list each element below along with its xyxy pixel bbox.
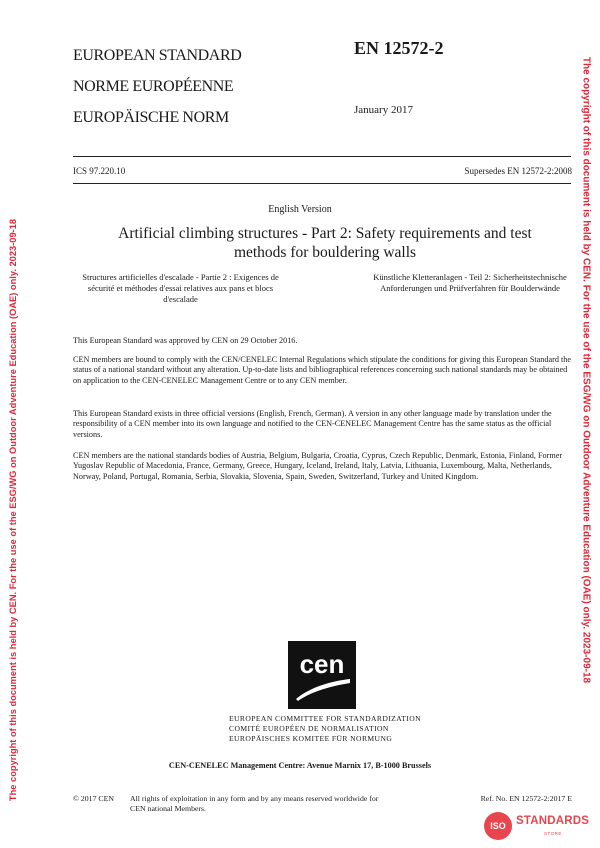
- members-paragraph: CEN members are the national standards bodies of Austria, Belgium, Bulgaria, Croatia, Cyprus, Czech Republic, Denmark, Estonia, Finland, Former Yugoslav Republic of Macedonia, France, Germany, Greece, Hungary, Iceland, Ireland, Italy, Latvia, Lithuania, Luxembourg, Malta, Netherlands, Norway, Poland, Portugal, Romania, Serbia, Slovakia, Slovenia, Spain, Sweden, Switzerland, Turkey and United Kingdom.: [73, 451, 563, 481]
- subtitle-french: Structures artificielles d'escalade - Partie 2 : Exigences de sécurité et méthodes d'essai relatives aux pans et blocs d'escalade: [82, 272, 279, 304]
- copyright-notice: © 2017 CEN: [73, 794, 115, 803]
- standard-name-de: EUROPÄISCHE NORM: [73, 109, 229, 126]
- management-centre: CEN-CENELEC Management Centre: Avenue Marnix 17, B-1000 Brussels: [168, 761, 432, 770]
- versions-paragraph: This European Standard exists in three official versions (English, French, German). A version in any other language made by translation under the responsibility of a CEN member into its own language and notified to the CEN-CENELEC Management Centre has the same status as the official versions.: [73, 409, 552, 439]
- language-version: English Version: [268, 204, 332, 215]
- standard-name-fr: NORME EUROPÉENNE: [73, 78, 234, 95]
- committee-de: EUROPÄISCHES KOMITEE FÜR NORMUNG: [229, 734, 393, 743]
- standard-designations: [73, 40, 241, 133]
- divider-bottom: [73, 183, 571, 184]
- committee-names: [229, 714, 421, 744]
- approval-paragraph: This European Standard was approved by CEN on 29 October 2016.: [73, 336, 298, 345]
- standard-name-en: EUROPEAN STANDARD: [73, 47, 242, 64]
- document-title: Artificial climbing structures - Part 2: Safety requirements and test methods for bouldering walls: [118, 225, 532, 261]
- divider-top: [73, 156, 571, 157]
- compliance-paragraph: CEN members are bound to comply with the CEN/CENELEC Internal Regulations which stipulate the conditions for giving this European Standard the status of a national standard without any alteration. Up-to-date lists and bibliographical references concerning such national standards may be obtained on application to the CEN-CENELEC Management Centre or to any CEN member.: [73, 355, 571, 385]
- iso-logo-icon: ISO: [484, 812, 512, 840]
- reference-number: Ref. No. EN 12572-2:2017 E: [480, 794, 572, 803]
- committee-fr: COMITÉ EUROPÉEN DE NORMALISATION: [229, 724, 389, 733]
- cen-logo-text: cen: [299, 649, 345, 679]
- ics-code: ICS 97.220.10: [73, 166, 126, 176]
- cen-logo-graphic: [288, 641, 356, 709]
- subtitle-german: Künstliche Kletteranlagen - Teil 2: Sicherheitstechnische Anforderungen und Prüfverfahren für Boulderwände: [373, 272, 567, 293]
- iso-standards-badge: [484, 812, 594, 844]
- standard-number: EN 12572-2: [354, 38, 444, 58]
- watermark-left-text: The copyright of this document is held by CEN. For the use of the ESG/WG on Outdoor Adventure Education (OAE) only. 2023-09-18: [8, 218, 18, 802]
- rights-notice: All rights of exploitation in any form and by any means reserved worldwide for CEN national Members.: [130, 794, 379, 813]
- cen-logo: [288, 641, 356, 709]
- watermark-right-text: The copyright of this document is held by CEN. For the use of the ESG/WG on Outdoor Adventure Education (OAE) only. 2023-09-18: [580, 56, 592, 684]
- supersedes-note: Supersedes EN 12572-2:2008: [464, 166, 572, 176]
- badge-label: STANDARDS: [516, 815, 590, 827]
- badge-sublabel: STORE: [544, 831, 562, 836]
- committee-en: EUROPEAN COMMITTEE FOR STANDARDIZATION: [229, 714, 421, 723]
- publication-date: January 2017: [354, 104, 413, 116]
